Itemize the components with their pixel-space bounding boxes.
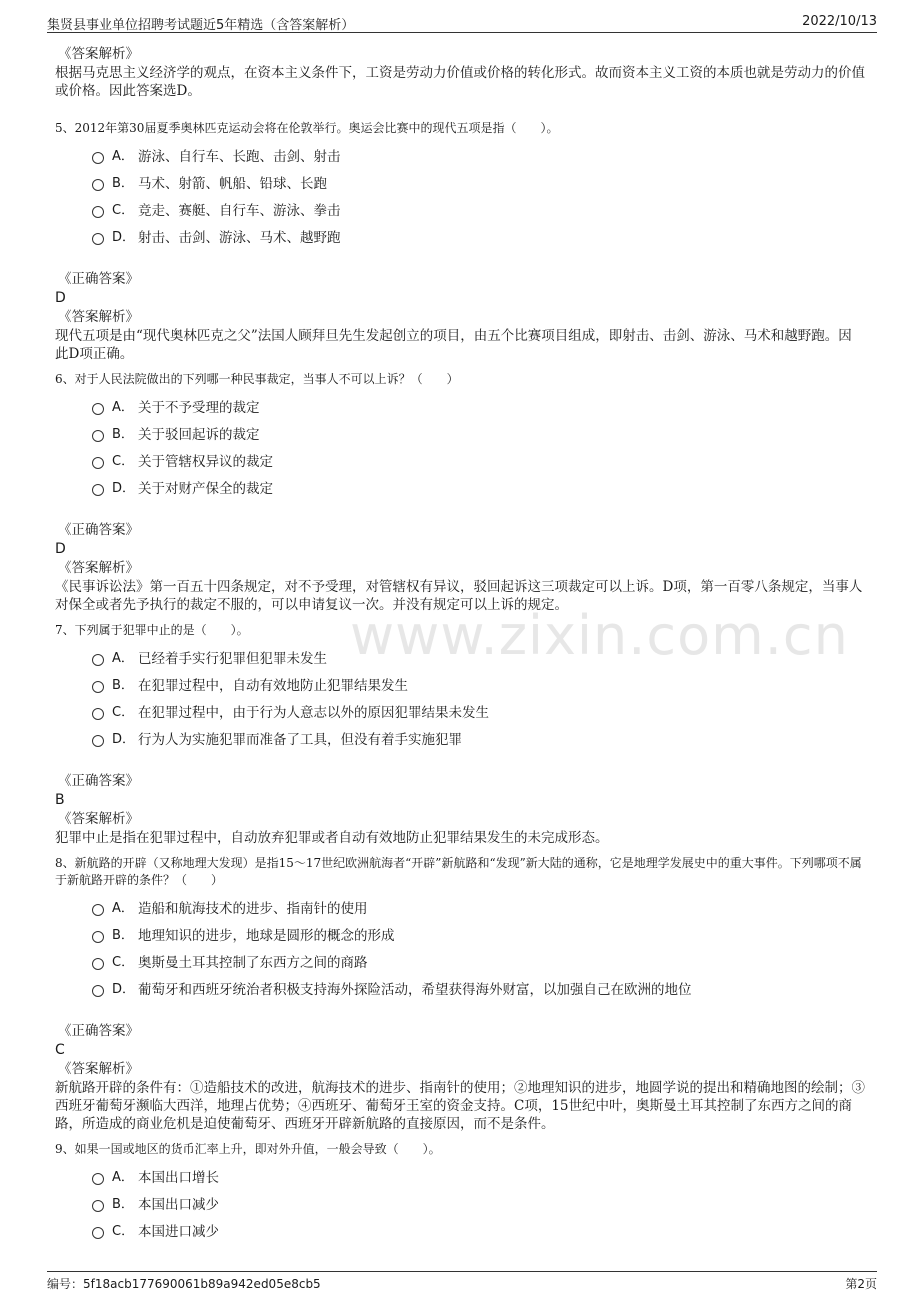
option-key: A．	[112, 651, 134, 666]
option-key: A．	[112, 1170, 134, 1185]
option-text: 行为人为实施犯罪而准备了工具，但没有着手实施犯罪	[138, 731, 462, 748]
correct-answer-label: 《正确答案》	[58, 1023, 139, 1039]
option-key: A．	[112, 901, 134, 916]
radio-button-icon[interactable]	[92, 904, 104, 916]
document-body	[55, 44, 865, 1243]
analysis-label: 《答案解析》	[58, 560, 139, 576]
option-key: C．	[112, 705, 135, 720]
option-key: B．	[112, 678, 134, 693]
correct-answer: C	[55, 1042, 65, 1058]
question-stem: 9、如果一国或地区的货币汇率上升，即对外升值，一般会导致（ ）。	[55, 1142, 441, 1156]
radio-button-icon[interactable]	[92, 403, 104, 415]
option-text: 在犯罪过程中，自动有效地防止犯罪结果发生	[138, 677, 408, 694]
question-stem: 6、对于人民法院做出的下列哪一种民事裁定，当事人不可以上诉？（ ）	[55, 372, 459, 386]
option-text: 射击、击剑、游泳、马术、越野跑	[138, 229, 341, 246]
option-item[interactable]	[92, 920, 865, 947]
option-text: 奥斯曼土耳其控制了东西方之间的商路	[138, 954, 368, 971]
radio-button-icon[interactable]	[92, 708, 104, 720]
option-item[interactable]	[92, 419, 865, 446]
option-item[interactable]	[92, 392, 865, 419]
spacer	[55, 363, 865, 371]
option-item[interactable]	[92, 446, 865, 473]
radio-button-icon[interactable]	[92, 931, 104, 943]
question-stem: 7、下列属于犯罪中止的是（ ）。	[55, 623, 249, 637]
option-text: 造船和航海技术的进步、指南针的使用	[138, 900, 368, 917]
option-text: 葡萄牙和西班牙统治者积极支持海外探险活动，希望获得海外财富，以加强自己在欧洲的地位	[138, 981, 692, 998]
radio-button-icon[interactable]	[92, 206, 104, 218]
spacer	[55, 614, 865, 622]
correct-answer-label: 《正确答案》	[58, 522, 139, 538]
radio-button-icon[interactable]	[92, 985, 104, 997]
radio-button-icon[interactable]	[92, 654, 104, 666]
option-key: C．	[112, 203, 135, 218]
option-text: 马术、射箭、帆船、铅球、长跑	[138, 175, 327, 192]
option-text: 本国出口增长	[138, 1169, 219, 1186]
option-item[interactable]	[92, 697, 865, 724]
option-text: 竞走、赛艇、自行车、游泳、拳击	[138, 202, 341, 219]
option-key: D．	[112, 230, 136, 245]
option-text: 关于不予受理的裁定	[138, 399, 260, 416]
radio-button-icon[interactable]	[92, 958, 104, 970]
option-list	[92, 392, 865, 500]
analysis-text: 《民事诉讼法》第一百五十四条规定，对不予受理，对管辖权有异议，驳回起诉这三项裁定可以上诉。D项，第一百零八条规定，当事人对保全或者先予执行的裁定不服的，可以申请复议一次。并没有规定可以上诉的规定。	[55, 579, 863, 613]
option-text: 本国进口减少	[138, 1223, 219, 1240]
option-item[interactable]	[92, 974, 865, 1001]
correct-answer: D	[55, 541, 66, 557]
option-text: 关于驳回起诉的裁定	[138, 426, 260, 443]
option-text: 在犯罪过程中，由于行为人意志以外的原因犯罪结果未发生	[138, 704, 489, 721]
spacer	[55, 1133, 865, 1141]
option-item[interactable]	[92, 473, 865, 500]
option-item[interactable]	[92, 893, 865, 920]
option-item[interactable]	[92, 195, 865, 222]
option-key: C．	[112, 1224, 135, 1239]
option-list	[92, 141, 865, 249]
option-key: D．	[112, 982, 136, 997]
question-block	[55, 120, 865, 371]
spacer	[55, 847, 865, 855]
radio-button-icon[interactable]	[92, 430, 104, 442]
option-list	[92, 1162, 865, 1243]
option-key: C．	[112, 955, 135, 970]
option-item[interactable]	[92, 168, 865, 195]
correct-answer-label: 《正确答案》	[58, 271, 139, 287]
radio-button-icon[interactable]	[92, 152, 104, 164]
option-item[interactable]	[92, 643, 865, 670]
analysis-text: 根据马克思主义经济学的观点，在资本主义条件下，工资是劳动力价值或价格的转化形式。故而资本主义工资的本质也就是劳动力的价值或价格。因此答案选D。	[55, 65, 865, 99]
option-item[interactable]	[92, 1189, 865, 1216]
spacer	[55, 500, 865, 520]
document-code: 编号：5f18acb177690061b89a942ed05e8cb5	[47, 1277, 321, 1291]
option-text: 本国出口减少	[138, 1196, 219, 1213]
option-key: D．	[112, 732, 136, 747]
document-title: 集贤县事业单位招聘考试题近5年精选（含答案解析）	[47, 18, 355, 33]
page-footer	[47, 1271, 877, 1292]
option-text: 游泳、自行车、长跑、击剑、射击	[138, 148, 341, 165]
analysis-label: 《答案解析》	[58, 46, 139, 62]
radio-button-icon[interactable]	[92, 1173, 104, 1185]
radio-button-icon[interactable]	[92, 484, 104, 496]
question-block	[55, 855, 865, 1141]
spacer	[55, 249, 865, 269]
question-stem: 5、2012年第30届夏季奥林匹克运动会将在伦敦举行。奥运会比赛中的现代五项是指（ ）。	[55, 121, 559, 135]
analysis-text: 新航路开辟的条件有：①造船技术的改进，航海技术的进步、指南针的使用；②地理知识的进步，地圆学说的提出和精确地图的绘制；③西班牙葡萄牙濒临大西洋，地理占优势；④西班牙、葡萄牙王室的资金支持。C项，15世纪中叶，奥斯曼土耳其控制了东西方之间的商路，所造成的商业危机是迫使葡萄牙、西班牙开辟新航路的直接原因，而不是条件。	[55, 1080, 865, 1132]
option-list	[92, 893, 865, 1001]
question-block	[55, 622, 865, 855]
analysis-label: 《答案解析》	[58, 1061, 139, 1077]
radio-button-icon[interactable]	[92, 1200, 104, 1212]
option-key: B．	[112, 176, 134, 191]
correct-answer: D	[55, 290, 66, 306]
spacer	[55, 751, 865, 771]
page-header	[47, 12, 877, 33]
analysis-text: 犯罪中止是指在犯罪过程中，自动放弃犯罪或者自动有效地防止犯罪结果发生的未完成形态。	[55, 830, 609, 846]
watermark: www.zixin.com.cn	[350, 604, 849, 667]
analysis-label: 《答案解析》	[58, 309, 139, 325]
spacer	[55, 1001, 865, 1021]
question-stem: 8、新航路的开辟（又称地理大发现）是指15～17世纪欧洲航海者“开辟”新航路和“发现”新大陆的通称，它是地理学发展史中的重大事件。下列哪项不属于新航路开辟的条件？（ ）	[55, 856, 862, 887]
option-item[interactable]	[92, 222, 865, 249]
option-text: 关于对财产保全的裁定	[138, 480, 273, 497]
option-key: C．	[112, 454, 135, 469]
option-text: 关于管辖权异议的裁定	[138, 453, 273, 470]
radio-button-icon[interactable]	[92, 457, 104, 469]
option-key: D．	[112, 481, 136, 496]
option-item[interactable]	[92, 141, 865, 168]
analysis-text: 现代五项是由“现代奥林匹克之父”法国人顾拜旦先生发起创立的项目，由五个比赛项目组成，即射击、击剑、游泳、马术和越野跑。因此D项正确。	[55, 328, 852, 362]
radio-button-icon[interactable]	[92, 233, 104, 245]
page-number: 第2页	[845, 1277, 877, 1291]
question-block	[55, 1141, 865, 1243]
radio-button-icon[interactable]	[92, 735, 104, 747]
radio-button-icon[interactable]	[92, 681, 104, 693]
question-list	[55, 120, 865, 1243]
analysis-label: 《答案解析》	[58, 811, 139, 827]
option-item[interactable]	[92, 1162, 865, 1189]
option-item[interactable]	[92, 1216, 865, 1243]
option-text: 已经着手实行犯罪但犯罪未发生	[138, 650, 327, 667]
radio-button-icon[interactable]	[92, 179, 104, 191]
option-item[interactable]	[92, 724, 865, 751]
option-key: B．	[112, 427, 134, 442]
option-text: 地理知识的进步，地球是圆形的概念的形成	[138, 927, 395, 944]
option-item[interactable]	[92, 670, 865, 697]
option-key: B．	[112, 928, 134, 943]
option-key: A．	[112, 149, 134, 164]
correct-answer: B	[55, 792, 65, 808]
radio-button-icon[interactable]	[92, 1227, 104, 1239]
option-item[interactable]	[92, 947, 865, 974]
correct-answer-label: 《正确答案》	[58, 773, 139, 789]
header-date: 2022/10/13	[802, 14, 877, 29]
option-key: A．	[112, 400, 134, 415]
question-block	[55, 371, 865, 622]
option-list	[92, 643, 865, 751]
option-key: B．	[112, 1197, 134, 1212]
